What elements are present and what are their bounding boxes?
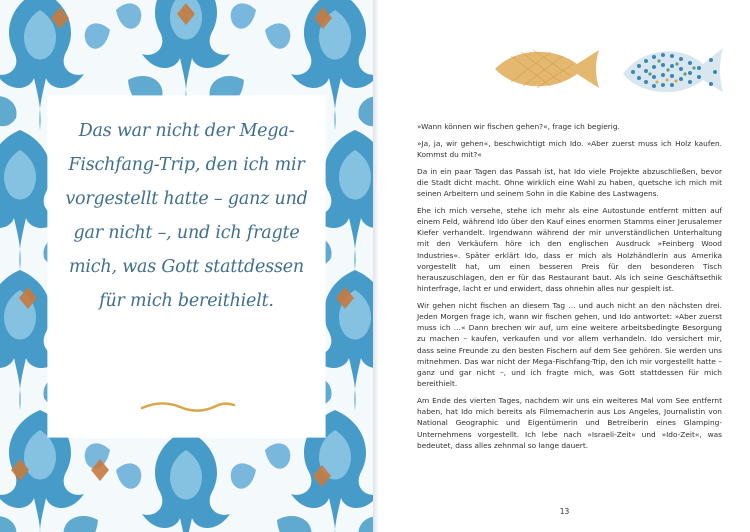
quote-card bbox=[48, 96, 325, 437]
gold-fish-icon bbox=[491, 42, 609, 96]
page-number: 13 bbox=[559, 507, 570, 516]
right-page bbox=[379, 0, 750, 532]
paragraph: Ehe ich mich versehe, stehe ich mehr als eine Autostunde entfernt mitten auf einem Feld, während Ido über den Kauf eines enormen Stamms einer Jerusalemer Kiefer verhandelt. Irgendwann während der mir unverständlichen Unterhaltung mit den Verkäufern höre ich den englischen Ausdruck »Feinberg Wood Industries«. Später erklärt Ido, dass er mich als Holzhändlerin aus Amerika vorgestellt hat, um einen besseren Preis für den besonderen Tisch herauszuschlagen, den er für das Restaurant baut. Als ich seine Geschäftsethik hinterfrage, lacht er und erwidert, dass ohnehin alles nur gespielt ist. bbox=[417, 205, 722, 294]
swash-underline-icon bbox=[140, 398, 236, 414]
body-text bbox=[417, 121, 722, 456]
paragraph: Am Ende des vierten Tages, nachdem wir uns ein weiteres Mal vom See entfernt haben, hat Ido mich bereits als Filmemacherin aus Los Angeles, Journalistin von National Geographic und Eigentümerin und Betreiberin eines Glamping-Unternehmens vorgestellt. Ich lebe nach »Israeli-Zeit« und »Ido-Zeit«, was bedeutet, dass alles zehnmal so lange dauert. bbox=[417, 395, 722, 450]
paragraph: Da in ein paar Tagen das Passah ist, hat Ido viele Projekte abzuschließen, bevor die Stadt dicht macht. Ohne wirklich eine Wahl zu haben, quetsche ich mich mit seinen Arbeitern und seinem Sohn in die Kabine des Lastwagens. bbox=[417, 166, 722, 199]
left-page bbox=[0, 0, 373, 532]
paragraph: »Wann können wir fischen gehen?«, frage ich begierig. bbox=[417, 122, 620, 131]
pull-quote: Das war nicht der Mega-Fischfang-Trip, den ich mir vorgestellt hatte – ganz und gar nicht –, und ich fragte mich, was Gott stattdessen für mich bereithielt. bbox=[65, 121, 308, 311]
paragraph: Wir gehen nicht fischen an diesem Tag … und auch nicht an den nächsten drei. Jeden Morgen frage ich, wann wir fischen gehen, und Ido antwortet: »Aber zuerst muss ich …« Dann brechen wir auf, um eine weitere arbeitsbedingte Besorgung zu machen – kaufen, verkaufen und vor allem verhandeln. Ido versichert mir, dass seine Freunde zu den besten Fischern auf dem See gehören. Sie werden uns mitnehmen. Das war nicht der Mega-Fischfang-Trip, den ich mir vorgestellt hatte – ganz und gar nicht –, und ich fragte mich, was Gott stattdessen für mich bereithielt. bbox=[417, 300, 722, 389]
paragraph: »Ja, ja, wir gehen«, beschwichtigt mich Ido. »Aber zuerst muss ich Holz kaufen. Kommst du mit?« bbox=[417, 138, 722, 159]
mosaic-fish-icon bbox=[619, 38, 727, 102]
